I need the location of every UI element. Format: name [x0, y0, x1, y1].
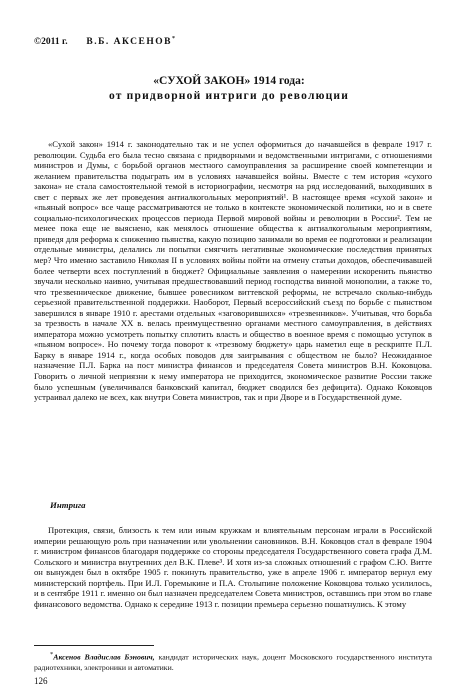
author-footnote-mark: *	[171, 36, 175, 42]
title-main: «СУХОЙ ЗАКОН» 1914 года:	[153, 75, 305, 87]
footnote-text: кандидат исторических наук, доцент Московского государственного института радиотехники, электроники и автоматики.	[34, 652, 432, 672]
footnote-author-name: Аксенов Владислав Бэнович,	[53, 652, 155, 662]
footnote-divider	[34, 645, 154, 646]
author-footnote	[34, 650, 432, 673]
article-page	[34, 36, 434, 686]
section-heading: Интрига	[50, 500, 86, 510]
title-subtitle: от придворной интриги до революции	[108, 90, 350, 102]
running-head	[34, 36, 434, 48]
page-number: 126	[34, 676, 48, 686]
body-paragraph: «Сухой закон» 1914 г. законодательно так и не успел оформиться до начавшейся в феврале 1917 г. революции. Судьба его была тесно связана с придворными и ведомственными интригами, с отношениями министров и Думы, с борьбой органов местного самоуправления за расширение своей компетенции и желанием правительства подыграть им в условиях начавшейся войны. Вместе с тем история «сухого закона» не стала самостоятельной темой в историографии, несмотря на ряд исследований, выходивших в свет с первых же лет проведения антиалкогольных мероприятий¹. В настоящее время «сухой закон» и «пьяный вопрос» все чаще рассматриваются не только в контексте экономической политики, но и в свете социально-психологических процессов периода Первой мировой войны и революции в России². Тем не менее пока еще не выяснено, как менялось отношение общества к антиалкогольным мероприятиям, приведя для реформа к снижению пьянства, какую позицию занимали во время ее подготовки и реализации отдельные министры, делались ли попытки смягчить негативные экономические последствия принятых мер? Что именно заставило Николая II в условиях войны пойти на отмену статьи доходов, обеспечивавшей более четверти всех поступлений в бюджет? Официальные заявления о намерении искоренить пьянство звучали несколько наивно, учитывая предшествовавший период господства винной монополии, а также то, что трезвенническое движение, бывшее ровесником виттевской реформы, не встречало сколько-нибудь серьезной правительственной поддержки. Наоборот, Первый всероссийский съезд по борьбе с пьянством завершился в январе 1910 г. арестами отдельных «заговорившихся» «трезвенников». Учитывая, что борьба за трезвость в начале XX в. велась преимущественно органами местного самоуправления, в действиях императора можно усмотреть попытку сплотить власть и общество в военное время с помощью уступок в «пьяном вопросе». Но почему тогда поворот к «трезвому бюджету» царь наметил еще в рескрипте П.Л. Барку в январе 1914 г., когда особых поводов для заигрывания с обществом не было? Неожиданное назначение П.Л. Барка на пост министра финансов и председателя Совета министров В.Н. Коковцова. Говорить о личной неприязни к нему императора не приходится, экономическое развитие России также было успешным (увеличивался банковский капитал, бюджет сводился без дефицита). Однако Коковцов устраивал далеко не всех, как внутри Совета министров, так и при Дворе и в Государственной думе.	[34, 139, 432, 403]
copyright-year: ©2011 г.	[34, 37, 68, 48]
article-title	[34, 74, 424, 104]
section-paragraph: Протекция, связи, близость к тем или иным кружкам и влиятельным персонам играли в Российской империи решающую роль при назначении или увольнении сановников. В.Н. Коковцов стал в феврале 1904 г. министром финансов благодаря поддержке со стороны председателя Государственного совета графа Д.М. Сольского и министра внутренних дел В.К. Плеве³. И хотя из-за сложных отношений с графом С.Ю. Витте он вынужден был в октябре 1905 г. покинуть правительство, уже в апреле 1906 г. император вернул ему министерский портфель. При И.Л. Горемыкине и П.А. Столыпине положение Коковцова только усилилось, и в сентябре 1911 г. именно он был назначен председателем Совета министров, оставшись при этом во главе финансового ведомства. Однако к середине 1913 г. позиции премьера серьезно пошатнулись. К этому	[34, 525, 432, 609]
running-head-author: В.Б. АКСЕНОВ	[86, 37, 172, 48]
intro-text	[34, 139, 432, 403]
section-text	[34, 525, 432, 609]
footnote-mark: *	[50, 651, 54, 658]
